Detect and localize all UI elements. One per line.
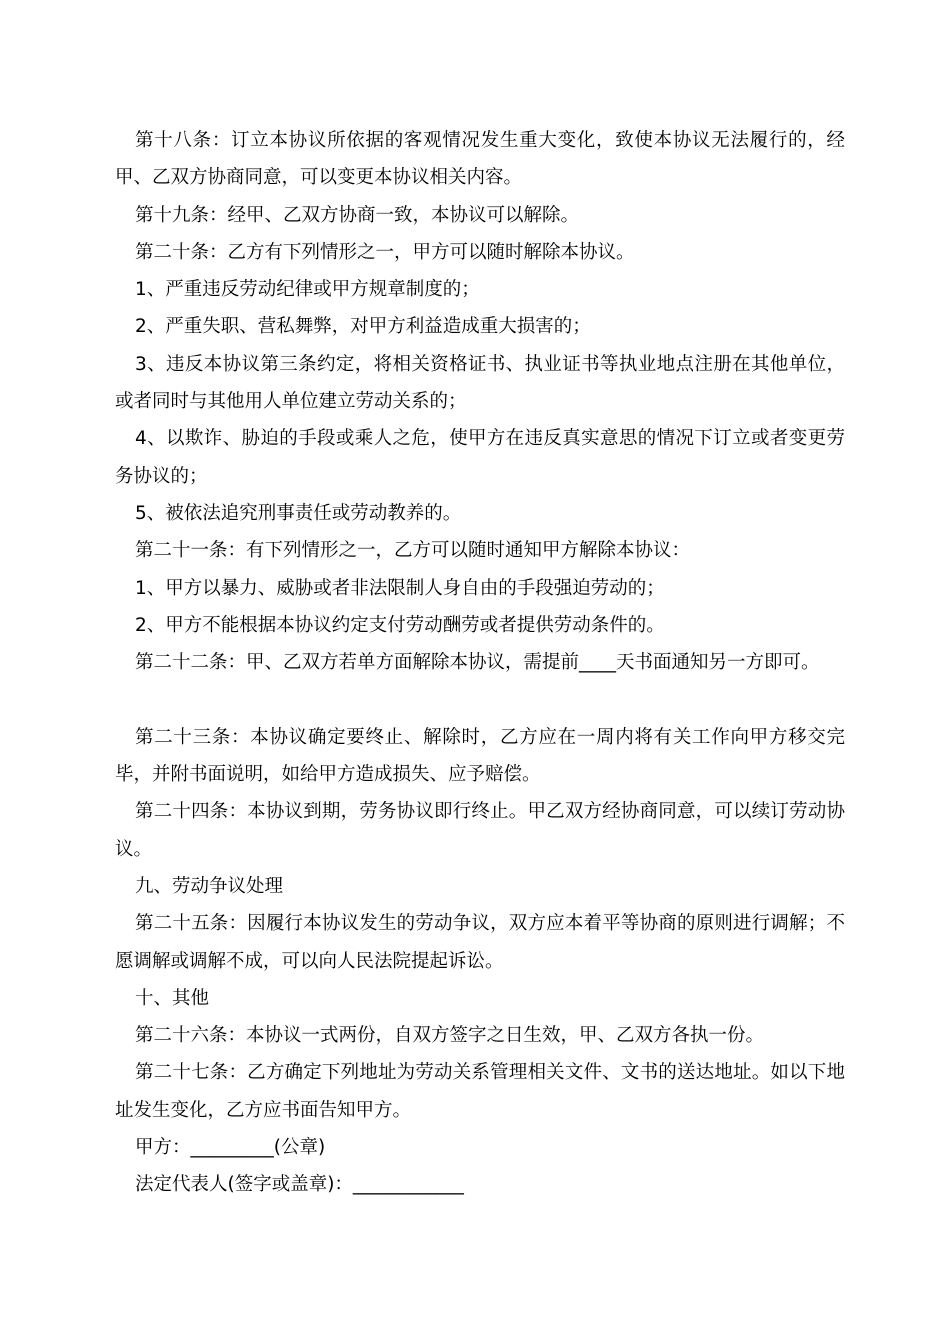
clause-27: 第二十七条：乙方确定下列地址为劳动关系管理相关文件、文书的送达地址。如以下地址发生变化，乙方应书面告知甲方。 xyxy=(115,1062,845,1121)
clause-20-item-1: 1、严重违反劳动纪律或甲方规章制度的； xyxy=(135,279,480,301)
clause-18: 第十八条：订立本协议所依据的客观情况发生重大变化，致使本协议无法履行的，经甲、乙双方协商同意，可以变更本协议相关内容。 xyxy=(115,130,845,189)
clause-20: 第二十条：乙方有下列情形之一，甲方可以随时解除本协议。 xyxy=(135,241,635,263)
blank-line xyxy=(115,681,845,718)
clause-23: 第二十三条：本协议确定要终止、解除时，乙方应在一周内将有关工作向甲方移交完毕，并附书面说明，如给甲方造成损失、应予赔偿。 xyxy=(115,726,845,786)
clause-26: 第二十六条：本协议一式两份，自双方签字之日生效，甲、乙双方各执一份。 xyxy=(135,1025,765,1047)
clause-20-item-4: 4、以欺诈、胁迫的手段或乘人之危，使甲方在违反真实意思的情况下订立或者变更劳务协议的； xyxy=(115,428,845,487)
clause-21: 第二十一条：有下列情形之一，乙方可以随时通知甲方解除本协议： xyxy=(135,540,691,562)
clause-21-item-1: 1、甲方以暴力、威胁或者非法限制人身自由的手段强迫劳动的； xyxy=(135,577,665,599)
clause-20-item-5: 5、被依法追究刑事责任或劳动教养的。 xyxy=(135,502,462,524)
legal-representative-signature-line: 法定代表人(签字或盖章)：____________ xyxy=(135,1174,464,1196)
section-heading-dispute: 九、劳动争议处理 xyxy=(135,875,284,897)
clause-20-item-2: 2、严重失职、营私舞弊，对甲方利益造成重大损害的； xyxy=(135,316,591,338)
clause-20-item-3: 3、违反本协议第三条约定，将相关资格证书、执业证书等执业地点注册在其他单位，或者同时与其他用人单位建立劳动关系的； xyxy=(115,353,845,413)
clause-25: 第二十五条：因履行本协议发生的劳动争议，双方应本着平等协商的原则进行调解；不愿调解或调解不成，可以向人民法院提起诉讼。 xyxy=(115,913,845,972)
section-heading-other: 十、其他 xyxy=(135,987,210,1009)
document-body xyxy=(115,122,845,1204)
clause-24: 第二十四条：本协议到期，劳务协议即行终止。甲乙双方经协商同意，可以续订劳动协议。 xyxy=(115,801,845,860)
party-a-signature-line: 甲方：_________(公章) xyxy=(135,1137,326,1159)
clause-21-item-2: 2、甲方不能根据本协议约定支付劳动酬劳或者提供劳动条件的。 xyxy=(135,614,665,636)
clause-19: 第十九条：经甲、乙双方协商一致，本协议可以解除。 xyxy=(135,204,580,226)
clause-22: 第二十二条：甲、乙双方若单方面解除本协议，需提前____天书面通知另一方即可。 xyxy=(135,652,820,674)
